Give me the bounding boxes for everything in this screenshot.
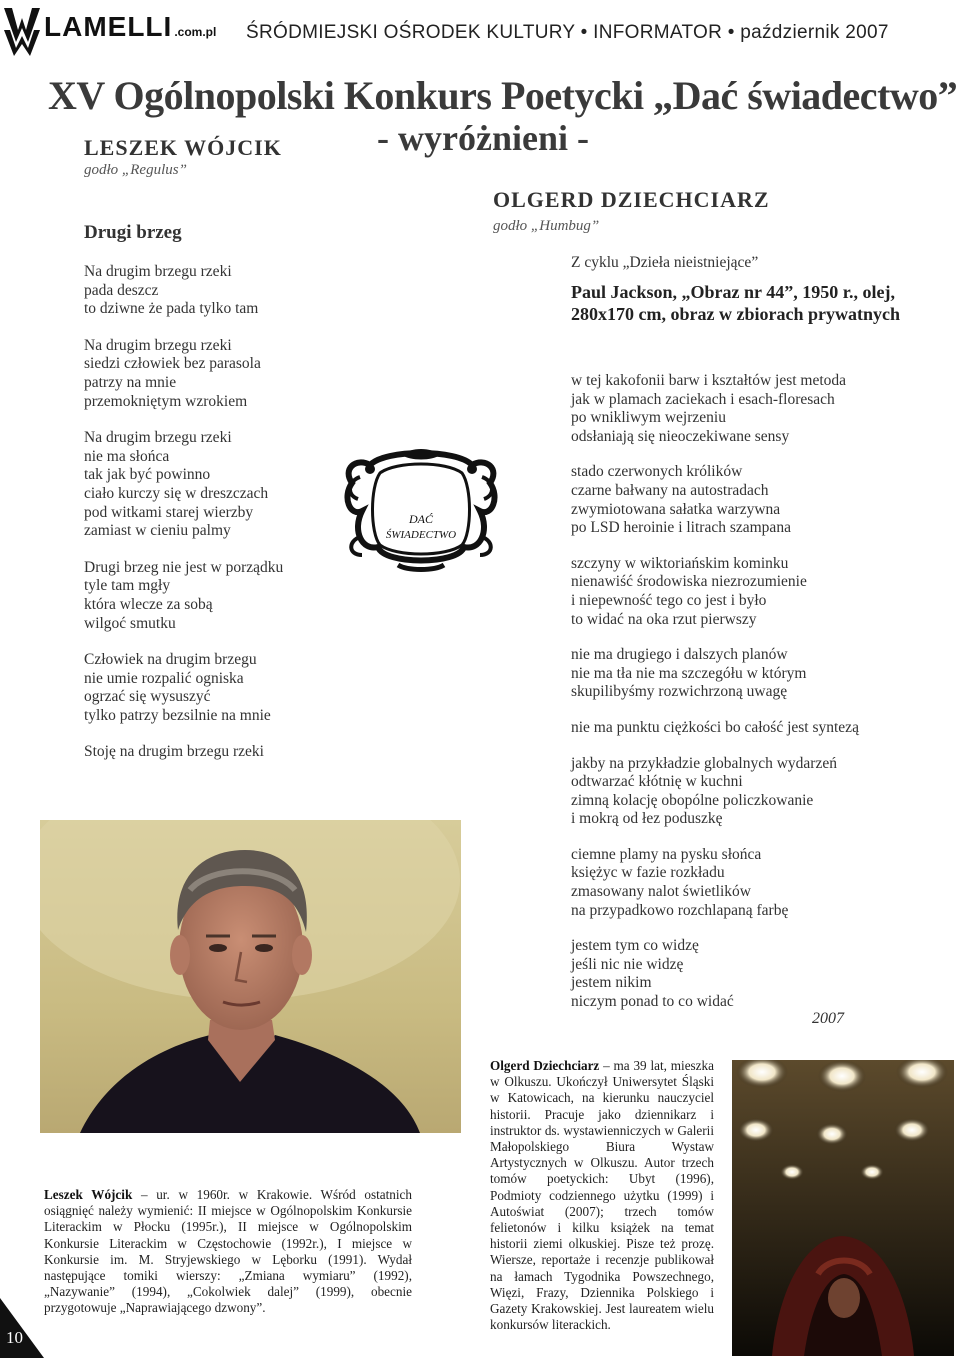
- poem-line: nie umie rozpalić ogniska: [84, 669, 244, 687]
- poem-line: nienawiść środowiska niezrozumienie: [571, 573, 807, 591]
- poem-stanza: [84, 429, 344, 541]
- poem-stanza: [84, 743, 344, 762]
- poem-line: tylko patrzy bezsilnie na mnie: [84, 706, 271, 724]
- issue-date: październik 2007: [740, 22, 889, 43]
- poem-stanza: [571, 846, 891, 920]
- poem-line: Na drugim brzegu rzeki: [84, 336, 232, 354]
- poem-line: odtwarzać kłótnię w kuchni: [571, 773, 743, 791]
- leszek-wojcik-photo: [40, 820, 461, 1133]
- right-author-motto: godło „Humbug”: [493, 218, 600, 234]
- poem-line: księżyc w fazie rozkładu: [571, 864, 725, 882]
- poem-line: nie ma tła nie ma szczegółu w którym: [571, 664, 807, 682]
- left-poem-title: Drugi brzeg: [84, 222, 182, 243]
- poem-line: nie ma słońca: [84, 447, 170, 465]
- poem-line: zwymiotowana sałatka warzywna: [571, 500, 781, 518]
- poem-line: Drugi brzeg nie jest w porządku: [84, 558, 284, 576]
- poem-line: zamiast w cieniu palmy: [84, 522, 231, 540]
- poem-line: na przypadkowo rozchlapaną farbę: [571, 901, 789, 919]
- left-poem: [84, 263, 344, 780]
- poem-line: odsłaniają się nieoczekiwane sensy: [571, 427, 790, 445]
- poem-stanza: [571, 719, 891, 738]
- right-poem-title: Paul Jackson, „Obraz nr 44”, 1950 r., olej, 280x170 cm, obraz w zbiorach prywatnych: [571, 282, 900, 324]
- bio-text: – ma 39 lat, mieszka w Olkuszu. Ukończył Uniwersytet Śląski w Katowicach, na kierunku nauczyciel historii. Pracuje jako dziennikarz i instruktor ds. wystawienniczych w Galerii Małopolskiego Biura Wystaw Artystycznych w Olkuszu. Autor trzech tomów poetyckich: Ubyt (1996), Podmioty codziennego użytku (1999) i Autoświat (2007); trzech tomów felietonów i kilku książek na temat historii ziemi olkuskiej. Pisze też prozę. Wiersze, reportaże i recenzje publikował na łamach Tygodnika Powszechnego, Więzi, Frazy, Dziennika Polskiego i Gazety Krakowskiej. Jest laureatem wielu konkursów literackich.: [490, 1058, 714, 1333]
- emblem-text-line2: ŚWIADECTWO: [385, 529, 457, 541]
- poem-stanza: [84, 559, 344, 633]
- bio-author-name: Olgerd Dziechciarz: [490, 1058, 600, 1073]
- poem-line: zimną kolację obopólne policzkowanie: [571, 791, 814, 809]
- poem-stanza: [571, 755, 891, 829]
- poem-line: która wlecze za sobą: [84, 595, 213, 613]
- bio-text: – ur. w 1960r. w Krakowie. Wśród ostatnich osiągnięć należy wymienić: II miejsce w Ogólnopolskim Konkursie Literackim w Płocku (1995r.), II miejsce w Ogólnopolskim Konkursie Literackim w Częstochowie (1992r.), I miejsce w Konkursie im. M. Stryjewskiego w Lęborku (1991). Wydał następujące tomiki wierszy: „Zmiana wymiaru” (1992), „Nazywanie” (1994), „Cokolwiek dalej” (1999), obecnie przygotowuje „Naprawiającego dzwony”.: [44, 1187, 412, 1316]
- poem-stanza: [84, 651, 344, 725]
- page-number: 10: [6, 1328, 23, 1347]
- poem-cycle-label: Z cyklu „Dzieła nieistniejące”: [571, 254, 759, 271]
- left-author-motto: godło „Regulus”: [84, 162, 187, 178]
- poem-line: tak jak być powinno: [84, 466, 211, 484]
- poem-line: tyle tam mgły: [84, 577, 171, 595]
- page-title: XV Ogólnopolski Konkurs Poetycki „Dać świadectwo”: [48, 73, 958, 118]
- right-author-name: OLGERD DZIECHCIARZ: [493, 187, 770, 212]
- poem-line: skupilibyśmy rozwichrzoną uwagę: [571, 683, 788, 701]
- poem-line: jeśli nic nie widzę: [571, 955, 684, 973]
- poem-stanza: [84, 337, 344, 411]
- poem-line: Człowiek na drugim brzegu: [84, 651, 257, 669]
- logo-suffix: .com.pl: [174, 25, 217, 39]
- poem-stanza: [571, 463, 891, 537]
- poem-line: pod witkami starej wierzby: [84, 503, 254, 521]
- poem-line: i mokrą od łez poduszkę: [571, 810, 723, 828]
- poem-year: 2007: [812, 1010, 844, 1027]
- poem-line: przemokniętym wzrokiem: [84, 392, 248, 410]
- poem-line: pada deszcz: [84, 281, 159, 299]
- poem-line: jestem nikim: [571, 974, 652, 992]
- olgerd-dziechciarz-bio: [490, 1058, 714, 1333]
- poem-line: szczyny w wiktoriańskim kominku: [571, 554, 789, 572]
- logo-wordmark: LAMELLI .com.pl: [44, 11, 217, 42]
- poem-line: siedzi człowiek bez parasola: [84, 355, 261, 373]
- poem-line: ciemne plamy na pysku słońca: [571, 845, 762, 863]
- bio-author-name: Leszek Wójcik: [44, 1187, 133, 1202]
- poem-line: nie ma drugiego i dalszych planów: [571, 646, 788, 664]
- poem-line: Na drugim brzegu rzeki: [84, 429, 232, 447]
- publication-name: ŚRÓDMIEJSKI OŚRODEK KULTURY • INFORMATOR •: [246, 22, 741, 43]
- poem-stanza: [571, 646, 891, 702]
- poem-line: i niepewność tego co jest i było: [571, 591, 767, 609]
- dac-swiadectwo-emblem: [340, 447, 502, 574]
- poem-line: Stoję na drugim brzegu rzeki: [84, 743, 264, 761]
- poem-stanza: [84, 263, 344, 319]
- poem-line: po wnikliwym wejrzeniu: [571, 409, 726, 427]
- poem-line: zmasowany nalot świetlików: [571, 883, 751, 901]
- left-author-name: LESZEK WÓJCIK: [84, 135, 282, 160]
- leszek-wojcik-bio: [44, 1187, 412, 1317]
- poem-line: ciało kurczy się w dreszczach: [84, 484, 269, 502]
- page-subtitle: - wyróżnieni -: [377, 118, 589, 158]
- poem-line: jestem tym co widzę: [571, 937, 699, 955]
- poem-line: to dziwne że pada tylko tam: [84, 300, 259, 318]
- poem-line: jak w plamach zaciekach i esach-floresach: [571, 390, 835, 408]
- poem-stanza: [571, 372, 891, 446]
- poem-line: jakby na przykładzie globalnych wydarzeń: [571, 754, 837, 772]
- poem-line: w tej kakofonii barw i kształtów jest metoda: [571, 372, 847, 389]
- poem-line: patrzy na mnie: [84, 373, 177, 391]
- poem-stanza: [571, 555, 891, 629]
- poem-line: niczym ponad to co widać: [571, 993, 734, 1011]
- publication-line: [246, 22, 889, 44]
- poem-stanza: [571, 937, 891, 1011]
- poem-line: Na drugim brzegu rzeki: [84, 263, 232, 280]
- poem-line: czarne bałwany na autostradach: [571, 481, 769, 499]
- lamelli-logo-icon: [4, 8, 40, 56]
- page-header: [0, 0, 960, 64]
- poem-line: nie ma punktu ciężkości bo całość jest syntezą: [571, 718, 859, 736]
- olgerd-dziechciarz-photo: [732, 1060, 954, 1356]
- poem-line: po LSD heroinie i litrach szampana: [571, 519, 791, 537]
- right-poem: [571, 372, 891, 1029]
- poem-line: wilgoć smutku: [84, 614, 176, 632]
- poem-line: stado czerwonych królików: [571, 463, 743, 481]
- poem-line: to widać na oka rzut pierwszy: [571, 610, 757, 628]
- emblem-text-line1: DAĆ: [409, 512, 433, 526]
- poem-line: ogrzać się wysuszyć: [84, 688, 211, 706]
